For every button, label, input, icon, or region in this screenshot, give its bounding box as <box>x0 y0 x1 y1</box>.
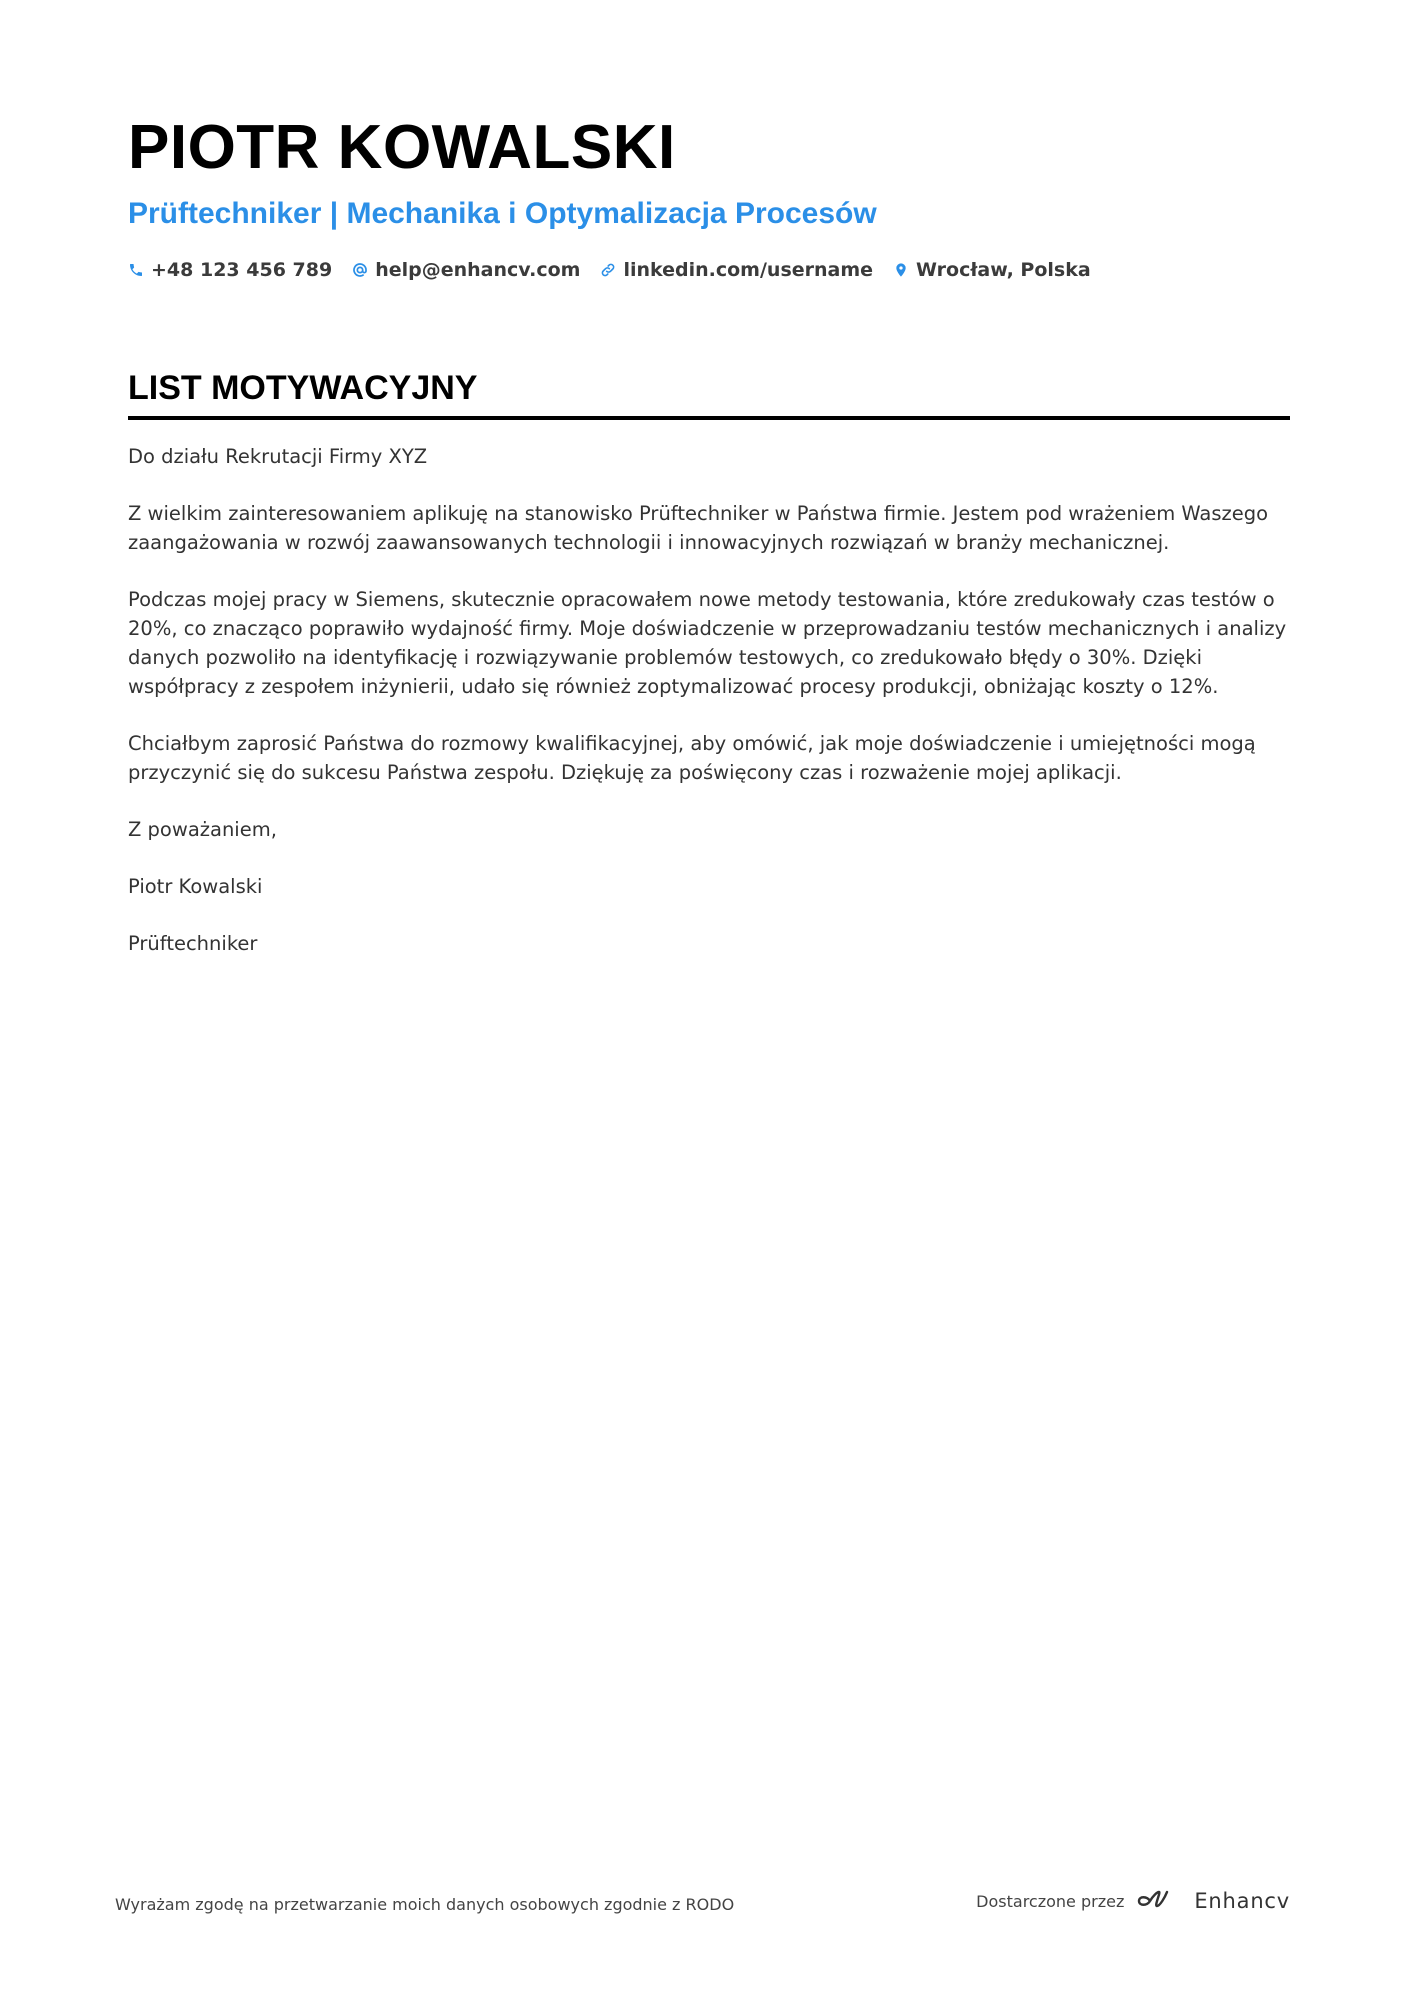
link-icon <box>600 262 616 278</box>
contact-email[interactable] <box>352 259 580 281</box>
gdpr-consent: Wyrażam zgodę na przetwarzanie moich danych osobowych zgodnie z RODO <box>115 1895 735 1914</box>
header <box>128 112 1288 284</box>
letter-closing: Z poważaniem, <box>128 818 277 841</box>
letter-paragraph: Z wielkim zainteresowaniem aplikuję na stanowisko Prüftechniker w Państwa firmie. Jestem pod wrażeniem Waszego zaangażowania w rozwój zaawansowanych technologii i innowacyjnych rozwiązań w branży mechanicznej. <box>128 502 1269 554</box>
section-divider <box>128 416 1290 420</box>
phone-icon <box>128 262 144 278</box>
letter-body <box>128 442 1290 958</box>
location-text: Wrocław, Polska <box>916 259 1091 281</box>
enhancv-logo-icon <box>1136 1888 1184 1914</box>
contact-linkedin[interactable] <box>600 259 873 281</box>
candidate-name: PIOTR KOWALSKI <box>128 113 676 182</box>
letter-greeting: Do działu Rekrutacji Firmy XYZ <box>128 445 428 468</box>
cover-letter-section <box>128 366 1290 986</box>
at-icon <box>352 262 368 278</box>
section-title: LIST MOTYWACYJNY <box>128 369 478 407</box>
phone-text: +48 123 456 789 <box>151 259 333 281</box>
letter-paragraph: Podczas mojej pracy w Siemens, skutecznie opracowałem nowe metody testowania, które zredukowały czas testów o 20%, co znacząco poprawiło wydajność firmy. Moje doświadczenie w przeprowadzaniu testów mechanicznych i analizy danych pozwoliło na identyfikację i rozwiązywanie problemów testowych, co zredukowało błędy o 30%. Dzięki współpracy z zespołem inżynierii, udało się również zoptymalizować procesy produkcji, obniżając koszty o 12%. <box>128 588 1287 698</box>
contact-bar <box>128 256 1288 284</box>
letter-paragraph: Chciałbym zaprosić Państwa do rozmowy kwalifikacyjnej, aby omówić, jak moje doświadczenie i umiejętności mogą przyczynić się do sukcesu Państwa zespołu. Dziękuję za poświęcony czas i rozważenie mojej aplikacji. <box>128 732 1256 784</box>
candidate-title: Prüftechniker | Mechanika i Optymalizacja Procesów <box>128 197 877 230</box>
signature-title: Prüftechniker <box>128 932 258 955</box>
contact-location <box>893 259 1091 281</box>
linkedin-text[interactable]: linkedin.com/username <box>623 259 874 281</box>
powered-by-label: Dostarczone przez <box>976 1891 1125 1911</box>
location-pin-icon <box>893 262 909 278</box>
brand-name: Enhancv <box>1194 1889 1290 1913</box>
email-text[interactable]: help@enhancv.com <box>375 259 581 281</box>
powered-by[interactable] <box>976 1888 1290 1914</box>
signature-name: Piotr Kowalski <box>128 875 263 898</box>
contact-phone <box>128 259 332 281</box>
